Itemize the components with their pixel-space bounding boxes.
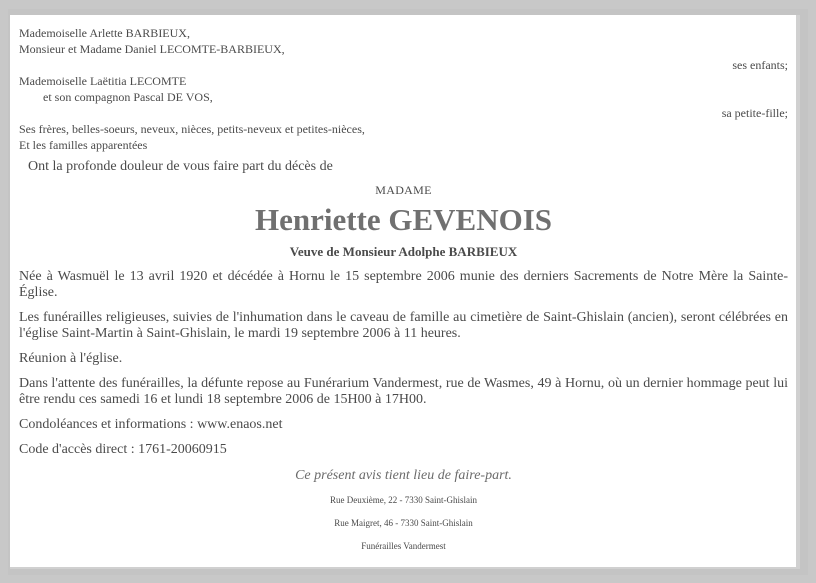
footer-address: Rue Deuxième, 22 - 7330 Saint-Ghislain [330, 495, 477, 505]
family-line: et son compagnon Pascal DE VOS, [43, 90, 213, 104]
family-line: Ses frères, belles-soeurs, neveux, nièces, petits-neveux et petites-nièces, [19, 122, 365, 136]
page-frame [8, 9, 808, 575]
widow-of: Veuve de Monsieur Adolphe BARBIEUX [289, 244, 518, 259]
footer-address: Rue Maigret, 46 - 7330 Saint-Ghislain [334, 518, 473, 528]
birth-paragraph: Née à Wasmuël le 13 avril 1920 et décédée à Hornu le 15 septembre 2006 munie des derniers Sacrements de Notre Mère la Sainte-Église. [19, 269, 788, 300]
family-role: sa petite-fille; [721, 106, 788, 120]
access-code-paragraph: Code d'accès direct : 1761-20060915 [19, 442, 227, 457]
family-list [19, 25, 788, 153]
family-line: Monsieur et Madame Daniel LECOMTE-BARBIEUX, [19, 42, 285, 56]
condolences-paragraph: Condoléances et informations : www.enaos.net [19, 417, 283, 432]
obituary-content [19, 25, 788, 551]
title-prefix: MADAME [375, 183, 432, 197]
funeral-paragraph: Les funérailles religieuses, suivies de l'inhumation dans le caveau de famille au cimetière de Saint-Ghislain (ancien), seront célébrées en l'église Saint-Martin à Saint-Ghislain, le mardi 19 septembre 2006 à 11 heures. [19, 310, 788, 341]
footer-company: Funérailles Vandermest [361, 541, 446, 551]
announcement-intro: Ont la profonde douleur de vous faire part du décès de [28, 159, 333, 174]
obituary-card [10, 15, 800, 569]
visitation-paragraph: Dans l'attente des funérailles, la défunte repose au Funérarium Vandermest, rue de Wasmes, 49 à Hornu, où un dernier hommage peut lui être rendu ces samedi 16 et lundi 18 septembre 2006 de 15H00 à 17H00. [19, 376, 788, 407]
family-line: Et les familles apparentées [19, 138, 148, 152]
family-line: Mademoiselle Laëtitia LECOMTE [19, 74, 187, 88]
meeting-paragraph: Réunion à l'église. [19, 351, 123, 366]
family-line: Mademoiselle Arlette BARBIEUX, [19, 26, 190, 40]
deceased-name: Henriette GEVENOIS [254, 202, 553, 237]
family-role: ses enfants; [732, 58, 788, 72]
tagline: Ce présent avis tient lieu de faire-part. [295, 468, 512, 483]
